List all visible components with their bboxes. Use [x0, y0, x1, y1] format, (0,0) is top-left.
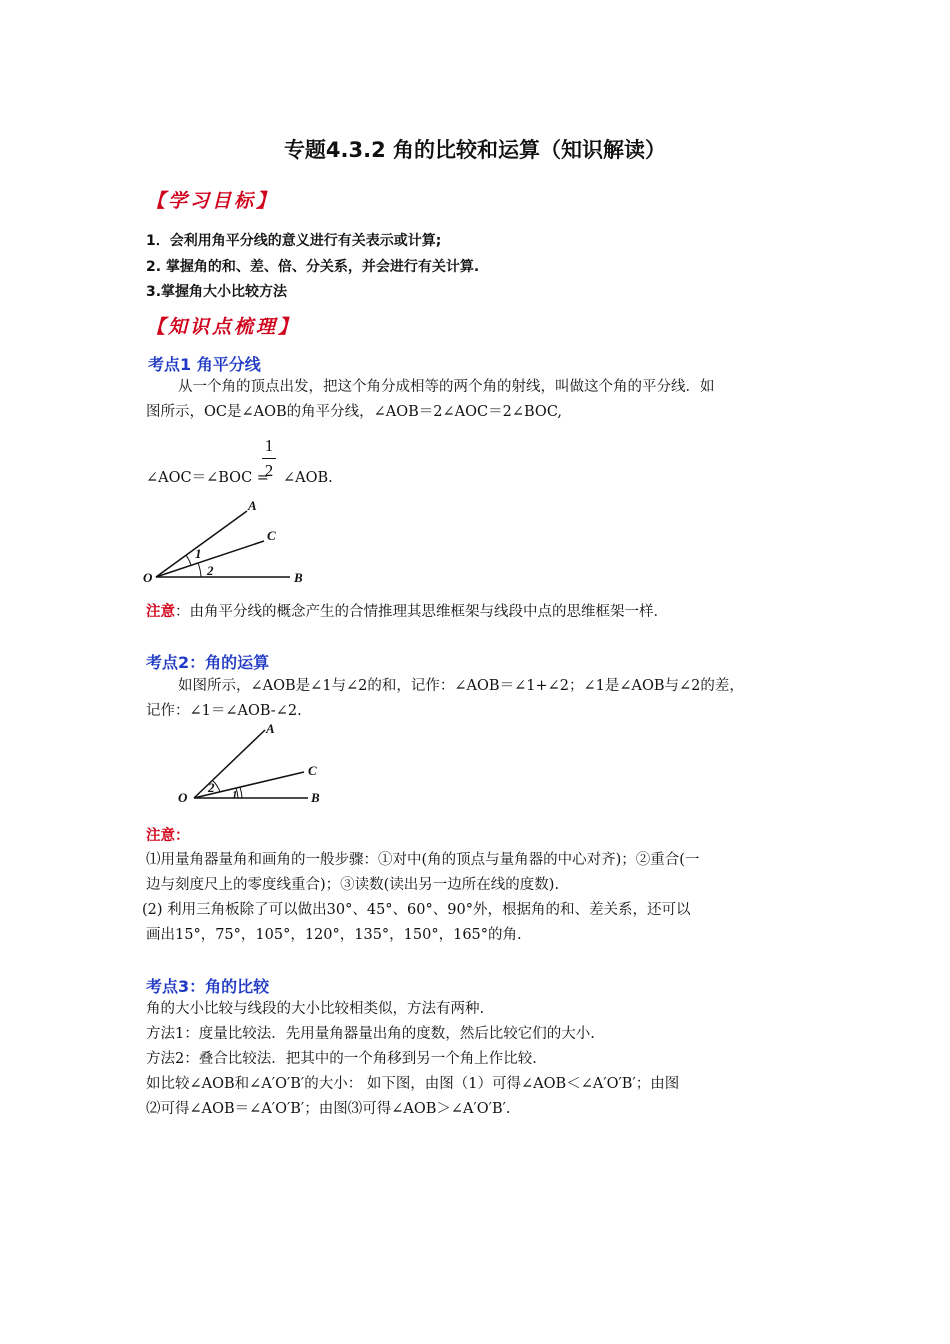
- kp1-note: [146, 600, 668, 625]
- label-angle-2: 2: [207, 563, 214, 578]
- kp2-text-line1: 如图所示，∠AOB是∠1与∠2的和，记作：∠AOB＝∠1+∠2；∠1是∠AOB与∠2的差，: [178, 678, 744, 694]
- label-a: A: [248, 498, 257, 513]
- label-angle-1: 1: [195, 546, 202, 561]
- kp3-line: ⑵可得∠AOB＝∠A′O′B′；由图⑶可得∠AOB＞∠A′O′B′.: [146, 1101, 511, 1117]
- label-a: A: [266, 721, 275, 736]
- angle-bisector-figure: [140, 494, 320, 588]
- kp3-line: 角的大小比较与线段的大小比较相类似，方法有两种.: [146, 1001, 485, 1017]
- label-o: O: [178, 790, 188, 805]
- label-b: B: [294, 570, 303, 585]
- fraction-denominator: 2: [264, 461, 274, 480]
- kp2-note-line: 画出15°，75°，105°，120°，135°，150°，165°的角.: [146, 927, 522, 943]
- label-angle-1: 1: [232, 789, 238, 801]
- kp1-text-line2: 图所示，OC是∠AOB的角平分线，∠AOB＝2∠AOC＝2∠BOC,: [146, 404, 563, 420]
- kp2-note-label: 注意：: [146, 828, 190, 844]
- goal-item: 3.掌握角大小比较方法: [146, 284, 288, 300]
- kp2-text-line2: 记作：∠1＝∠AOB-∠2.: [146, 703, 302, 719]
- goal-item: 2. 掌握角的和、差、倍、分关系，并会进行有关计算.: [146, 259, 480, 275]
- fraction-numerator: 1: [264, 436, 274, 455]
- kp3-line: 如比较∠AOB和∠A′O′B′的大小： 如下图，由图（1）可得∠AOB＜∠A′O′B′；由图: [146, 1076, 680, 1092]
- label-b: B: [311, 790, 320, 805]
- label-angle-2: 2: [208, 780, 215, 795]
- arc-1: [186, 555, 191, 565]
- knowledge-heading: 【知识点梳理】: [146, 316, 301, 338]
- ray-oa: [194, 730, 265, 798]
- kp2-note-line: 边与刻度尺上的零度线重合)；③读数(读出另一边所在线的度数).: [146, 877, 560, 893]
- kp1-text-line1: 从一个角的顶点出发，把这个角分成相等的两个角的射线，叫做这个角的平分线．如: [178, 379, 715, 395]
- kp3-heading: 考点3：角的比较: [146, 977, 270, 996]
- fraction-bar: [262, 458, 276, 459]
- kp2-note-line: (2) 利用三角板除了可以做出30°、45°、60°、90°外，根据角的和、差关系，还可以: [142, 902, 691, 918]
- learning-goals-heading: 【学习目标】: [146, 190, 279, 212]
- note-text: ：由角平分线的概念产生的合情推理其思维框架与线段中点的思维框架一样．: [175, 604, 668, 620]
- page-title: 专题4.3.2 角的比较和运算（知识解读）: [283, 138, 667, 162]
- arc-2: [198, 563, 201, 577]
- angle-operation-figure: [168, 720, 328, 806]
- arc-1b: [240, 787, 242, 798]
- note-label: 注意: [146, 604, 175, 620]
- kp3-line: 方法2：叠合比较法．把其中的一个角移到另一个角上作比较.: [146, 1051, 537, 1067]
- kp1-formula-left: ∠AOC＝∠BOC =: [146, 470, 269, 486]
- kp3-line: 方法1：度量比较法．先用量角器量出角的度数，然后比较它们的大小.: [146, 1026, 595, 1042]
- kp1-heading: 考点1 角平分线: [148, 355, 261, 374]
- label-c: C: [308, 763, 317, 778]
- kp2-heading: 考点2：角的运算: [146, 653, 270, 672]
- kp2-note-line: ⑴用量角器量角和画角的一般步骤：①对中(角的顶点与量角器的中心对齐)；②重合(一: [146, 852, 700, 868]
- fraction-one-half: [259, 436, 279, 481]
- ray-oa: [156, 511, 247, 577]
- kp1-formula-right: ∠AOB.: [283, 470, 333, 486]
- label-c: C: [267, 528, 276, 543]
- label-o: O: [143, 570, 153, 585]
- goal-item: 1．会利用角平分线的意义进行有关表示或计算;: [146, 233, 442, 249]
